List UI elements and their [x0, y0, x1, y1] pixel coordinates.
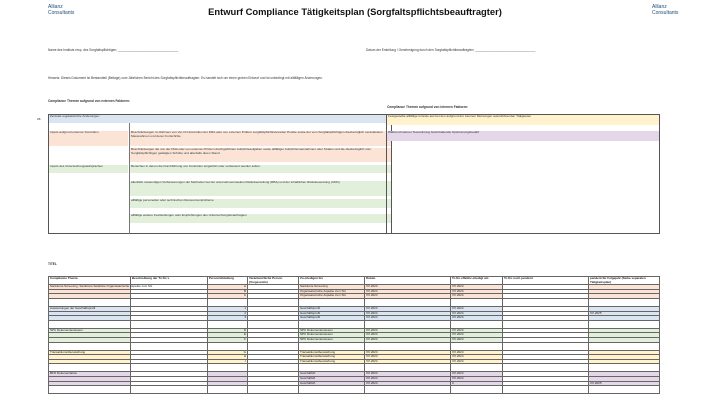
table-cell[interactable]: [248, 320, 299, 328]
table-cell[interactable]: XX.2025: [589, 381, 660, 386]
table-cell[interactable]: SPC Dokumentenwesen: [299, 333, 365, 338]
table-cell[interactable]: [451, 386, 503, 394]
table-cell[interactable]: 1: [208, 306, 248, 311]
column-header: Verantwortliche Person (Vorgesetzte): [248, 277, 299, 285]
logo-line-2: Consultants: [652, 9, 679, 16]
table-cell[interactable]: XX.2024: [365, 381, 451, 386]
column-header: Person/Abteilung: [208, 277, 248, 285]
table-cell[interactable]: E: [208, 333, 248, 338]
internal-row-text: Festgestellte allfällige Gründe aus bei den aufgrund der internen Meinungen auszuführenden Tätigkeiten: [387, 115, 659, 125]
table-cell[interactable]: [248, 386, 299, 394]
table-cell[interactable]: Organisatorische Aspekte zum SG: [299, 294, 365, 299]
internal-heading: Compliance Themen aufgrund von internen Faktoren:: [387, 105, 469, 109]
column-header: To Do effektiv erledigt am: [451, 277, 503, 285]
table-cell[interactable]: [131, 320, 208, 328]
table-cell[interactable]: [248, 364, 299, 372]
table-cell[interactable]: [589, 364, 660, 372]
table-cell[interactable]: XX.2024: [365, 355, 451, 360]
table-cell[interactable]: XX.2024: [451, 376, 503, 381]
table-cell[interactable]: Geschäftsprofil: [299, 306, 365, 311]
table-cell[interactable]: [208, 342, 248, 350]
external-heading: Compliance Themen aufgrund von externen Faktoren:: [48, 99, 131, 103]
table-cell[interactable]: XX.2024: [451, 355, 503, 360]
logo-line-1: Allianz: [48, 4, 63, 10]
table-cell[interactable]: XX.2024: [451, 306, 503, 311]
table-cell[interactable]: Geschäftsfl.: [299, 381, 365, 386]
table-cell[interactable]: [131, 386, 208, 394]
row-marker: ca: [37, 117, 41, 121]
table-cell[interactable]: [503, 342, 589, 350]
document-title: Entwurf Compliance Tätigkeitsplan (Sorgfaltspflichtsbeauftragter): [208, 6, 502, 17]
table-cell[interactable]: A: [208, 285, 248, 290]
table-cell[interactable]: H: [208, 355, 248, 360]
table-cell[interactable]: XX.2025: [589, 311, 660, 316]
table-cell[interactable]: XX.2024: [451, 311, 503, 316]
table-cell[interactable]: C: [208, 294, 248, 299]
table-cell[interactable]: I: [208, 359, 248, 364]
table-cell[interactable]: XX.2024: [365, 333, 451, 338]
table-cell[interactable]: G: [208, 350, 248, 355]
table-cell[interactable]: XX.2024: [365, 376, 451, 381]
table-cell[interactable]: Transaktionsüberwachung: [299, 350, 365, 355]
logo-line-1: Allianz: [652, 4, 667, 10]
table-row: [49, 364, 660, 372]
table-cell[interactable]: Geschäftsfl.: [299, 376, 365, 381]
table-cell[interactable]: XX.2024: [365, 337, 451, 342]
external-row-text: Zentrale regulatorische Änderungen: [49, 115, 391, 123]
table-cell[interactable]: [131, 364, 208, 372]
table-cell[interactable]: [589, 298, 660, 306]
table-cell[interactable]: [131, 342, 208, 350]
table-cell[interactable]: XX.2024: [365, 285, 451, 290]
table-cell[interactable]: XX.2024: [451, 316, 503, 321]
hint-note: Hinweis: Dieses Dokument ist Bestandteil (Beilage) zum Jährlichen Bericht des Sorgfaltspflichtbeauftragten. Es handelt sich um einen groben Entwurf und ist unbedingt mit allfälligen Änderungen.: [48, 76, 323, 80]
column-header: Zu erledigen bis: [299, 277, 365, 285]
table-cell[interactable]: XX.2024: [451, 289, 503, 294]
external-row-text: Beschränkungen die von der FMA oder von externen Prüfern durchgeführten Aufsichtsaufgaben sowie allfälliger Aufsichtsmassnahmen oder Strafen und die diesbezüglich vom Sorgfaltspflichtigen getätigten Schritte und allenfalls deren Stand: [130, 148, 391, 162]
table-cell[interactable]: Sanktions-Screening: [299, 285, 365, 290]
table-row: [49, 342, 660, 350]
table-row: [49, 386, 660, 394]
external-row-text: Beschränkungen im Rahmen von Vor-Ort-Kontrollen der FMA oder von externen Prüfern sorgfaltspflichtrelevanter Punkte sowie der vom Sorgfaltspflichtigen diesbezüglich veranlassten Massnahmen und deren Fortschritte: [130, 131, 391, 146]
table-cell[interactable]: 3: [208, 316, 248, 321]
institution-name-field[interactable]: Name des Instituts resp. des Sorgfaltspflichtigen: __________________________________: [48, 48, 179, 52]
table-cell[interactable]: [503, 386, 589, 394]
table-cell[interactable]: 2: [208, 311, 248, 316]
table-cell[interactable]: [208, 298, 248, 306]
table-cell[interactable]: F: [208, 337, 248, 342]
creation-date-field[interactable]: Datum der Erstellung / Genehmigung durch den Sorgfaltspflichtbeauftragten: __________________________________: [366, 48, 536, 52]
table-cell[interactable]: XX.2024: [365, 359, 451, 364]
table-cell[interactable]: [248, 342, 299, 350]
table-cell[interactable]: Sanktions-Screening, Sanktions-Selektive Organisatorische Aspekte zum SG: [50, 284, 153, 289]
table-cell[interactable]: XX.2024: [365, 316, 451, 321]
table-cell[interactable]: [208, 386, 248, 394]
table-row: [49, 320, 660, 328]
table-cell[interactable]: [503, 364, 589, 372]
internal-row-text: Während interner Teamsitzung festzuhaltende Optimierungsbedarf: [387, 131, 659, 141]
table-cell[interactable]: XX.2024: [451, 285, 503, 290]
table-cell[interactable]: [208, 364, 248, 372]
table-cell[interactable]: XX.2024: [451, 294, 503, 299]
tracking-table: [48, 276, 660, 394]
logo-line-2: Consultants: [48, 9, 75, 16]
table-cell[interactable]: [589, 320, 660, 328]
table-cell[interactable]: [131, 298, 208, 306]
table-cell[interactable]: XX.2024: [451, 372, 503, 377]
table-cell[interactable]: SPC Dokumentenwesen: [299, 337, 365, 342]
table-cell[interactable]: [299, 386, 365, 394]
table-cell[interactable]: Transaktionsüberwachung: [49, 350, 131, 355]
table-cell[interactable]: 0: [451, 381, 503, 386]
table-cell[interactable]: [589, 342, 660, 350]
table-cell[interactable]: XX.2024: [451, 333, 503, 338]
external-row-label: Inputs aufgrund externer Kontrollen: [49, 131, 128, 146]
table-cell[interactable]: XX.2024: [451, 337, 503, 342]
table-cell[interactable]: Auswertungen der Geschäftsprofil: [49, 306, 131, 311]
table-cell[interactable]: XX.2024: [365, 328, 451, 333]
column-header: To Do noch pendent: [503, 277, 589, 285]
table-cell[interactable]: [208, 320, 248, 328]
table-cell[interactable]: Geschäftsfl.: [299, 372, 365, 377]
external-row-text: allenfalls notwendigen Verbesserungen der Methoden bei der unternehmensweiten Risikobeurteilung (RBA) und der inhaltlichen Risikobewertung (CDD): [130, 181, 391, 196]
external-row-text: allfällige weitere Feststellungen oder Empfehlungen des Untersuchungsbeauftragten: [130, 214, 391, 223]
table-cell[interactable]: SPC Dokumentenwesen: [49, 328, 131, 333]
external-row-text: Bereichen in denen die Durchführung von Kontrollen eingeführt oder verbessert werden sollen: [130, 165, 391, 173]
table-cell[interactable]: [365, 386, 451, 394]
table-cell[interactable]: XX.2024: [365, 289, 451, 294]
tracking-heading: TITEL: [48, 262, 57, 266]
table-cell[interactable]: [248, 298, 299, 306]
table-cell[interactable]: [589, 386, 660, 394]
table-cell[interactable]: [299, 342, 365, 350]
table-cell[interactable]: [49, 342, 131, 350]
table-cell[interactable]: [365, 342, 451, 350]
column-header: Compliance Thema: [49, 277, 131, 285]
table-cell[interactable]: Geschäftsprofil: [299, 311, 365, 316]
external-row-label: Inputs des Untersuchungsaufsprachen: [49, 165, 128, 173]
table-cell[interactable]: BFO Dokumentation: [49, 372, 131, 377]
table-cell[interactable]: Transaktionsüberwachung: [299, 355, 365, 360]
column-header: pendent für Folgejahr (Siehe separaten Tätigkeitsplan): [589, 277, 660, 285]
table-cell[interactable]: XX.2024: [451, 328, 503, 333]
table-cell[interactable]: XX.2024: [451, 359, 503, 364]
table-cell[interactable]: D: [208, 328, 248, 333]
table-cell[interactable]: [503, 320, 589, 328]
table-cell[interactable]: [451, 342, 503, 350]
table-cell[interactable]: SPC Dokumentenwesen: [299, 328, 365, 333]
column-header: Datum: [365, 277, 451, 285]
table-cell[interactable]: XX.2024: [365, 306, 451, 311]
external-row-text: allfällige personellen oder technischen Ressourcenprobleme: [130, 199, 391, 208]
table-cell[interactable]: Organisatorische Aspekte zum SG: [299, 289, 365, 294]
table-cell[interactable]: XX.2024: [365, 294, 451, 299]
table-cell[interactable]: XX.2024: [451, 350, 503, 355]
table-cell[interactable]: B: [208, 289, 248, 294]
table-cell[interactable]: XX.2024: [365, 372, 451, 377]
table-cell[interactable]: [49, 386, 131, 394]
table-cell[interactable]: Transaktionsüberwachung: [299, 359, 365, 364]
table-row: [49, 298, 660, 306]
table-cell[interactable]: Geschäftsprofil: [299, 316, 365, 321]
table-cell[interactable]: [503, 298, 589, 306]
column-header: Beschreibung der To Do`s: [131, 277, 208, 285]
table-cell[interactable]: XX.2024: [365, 350, 451, 355]
table-cell[interactable]: XX.2024: [365, 311, 451, 316]
